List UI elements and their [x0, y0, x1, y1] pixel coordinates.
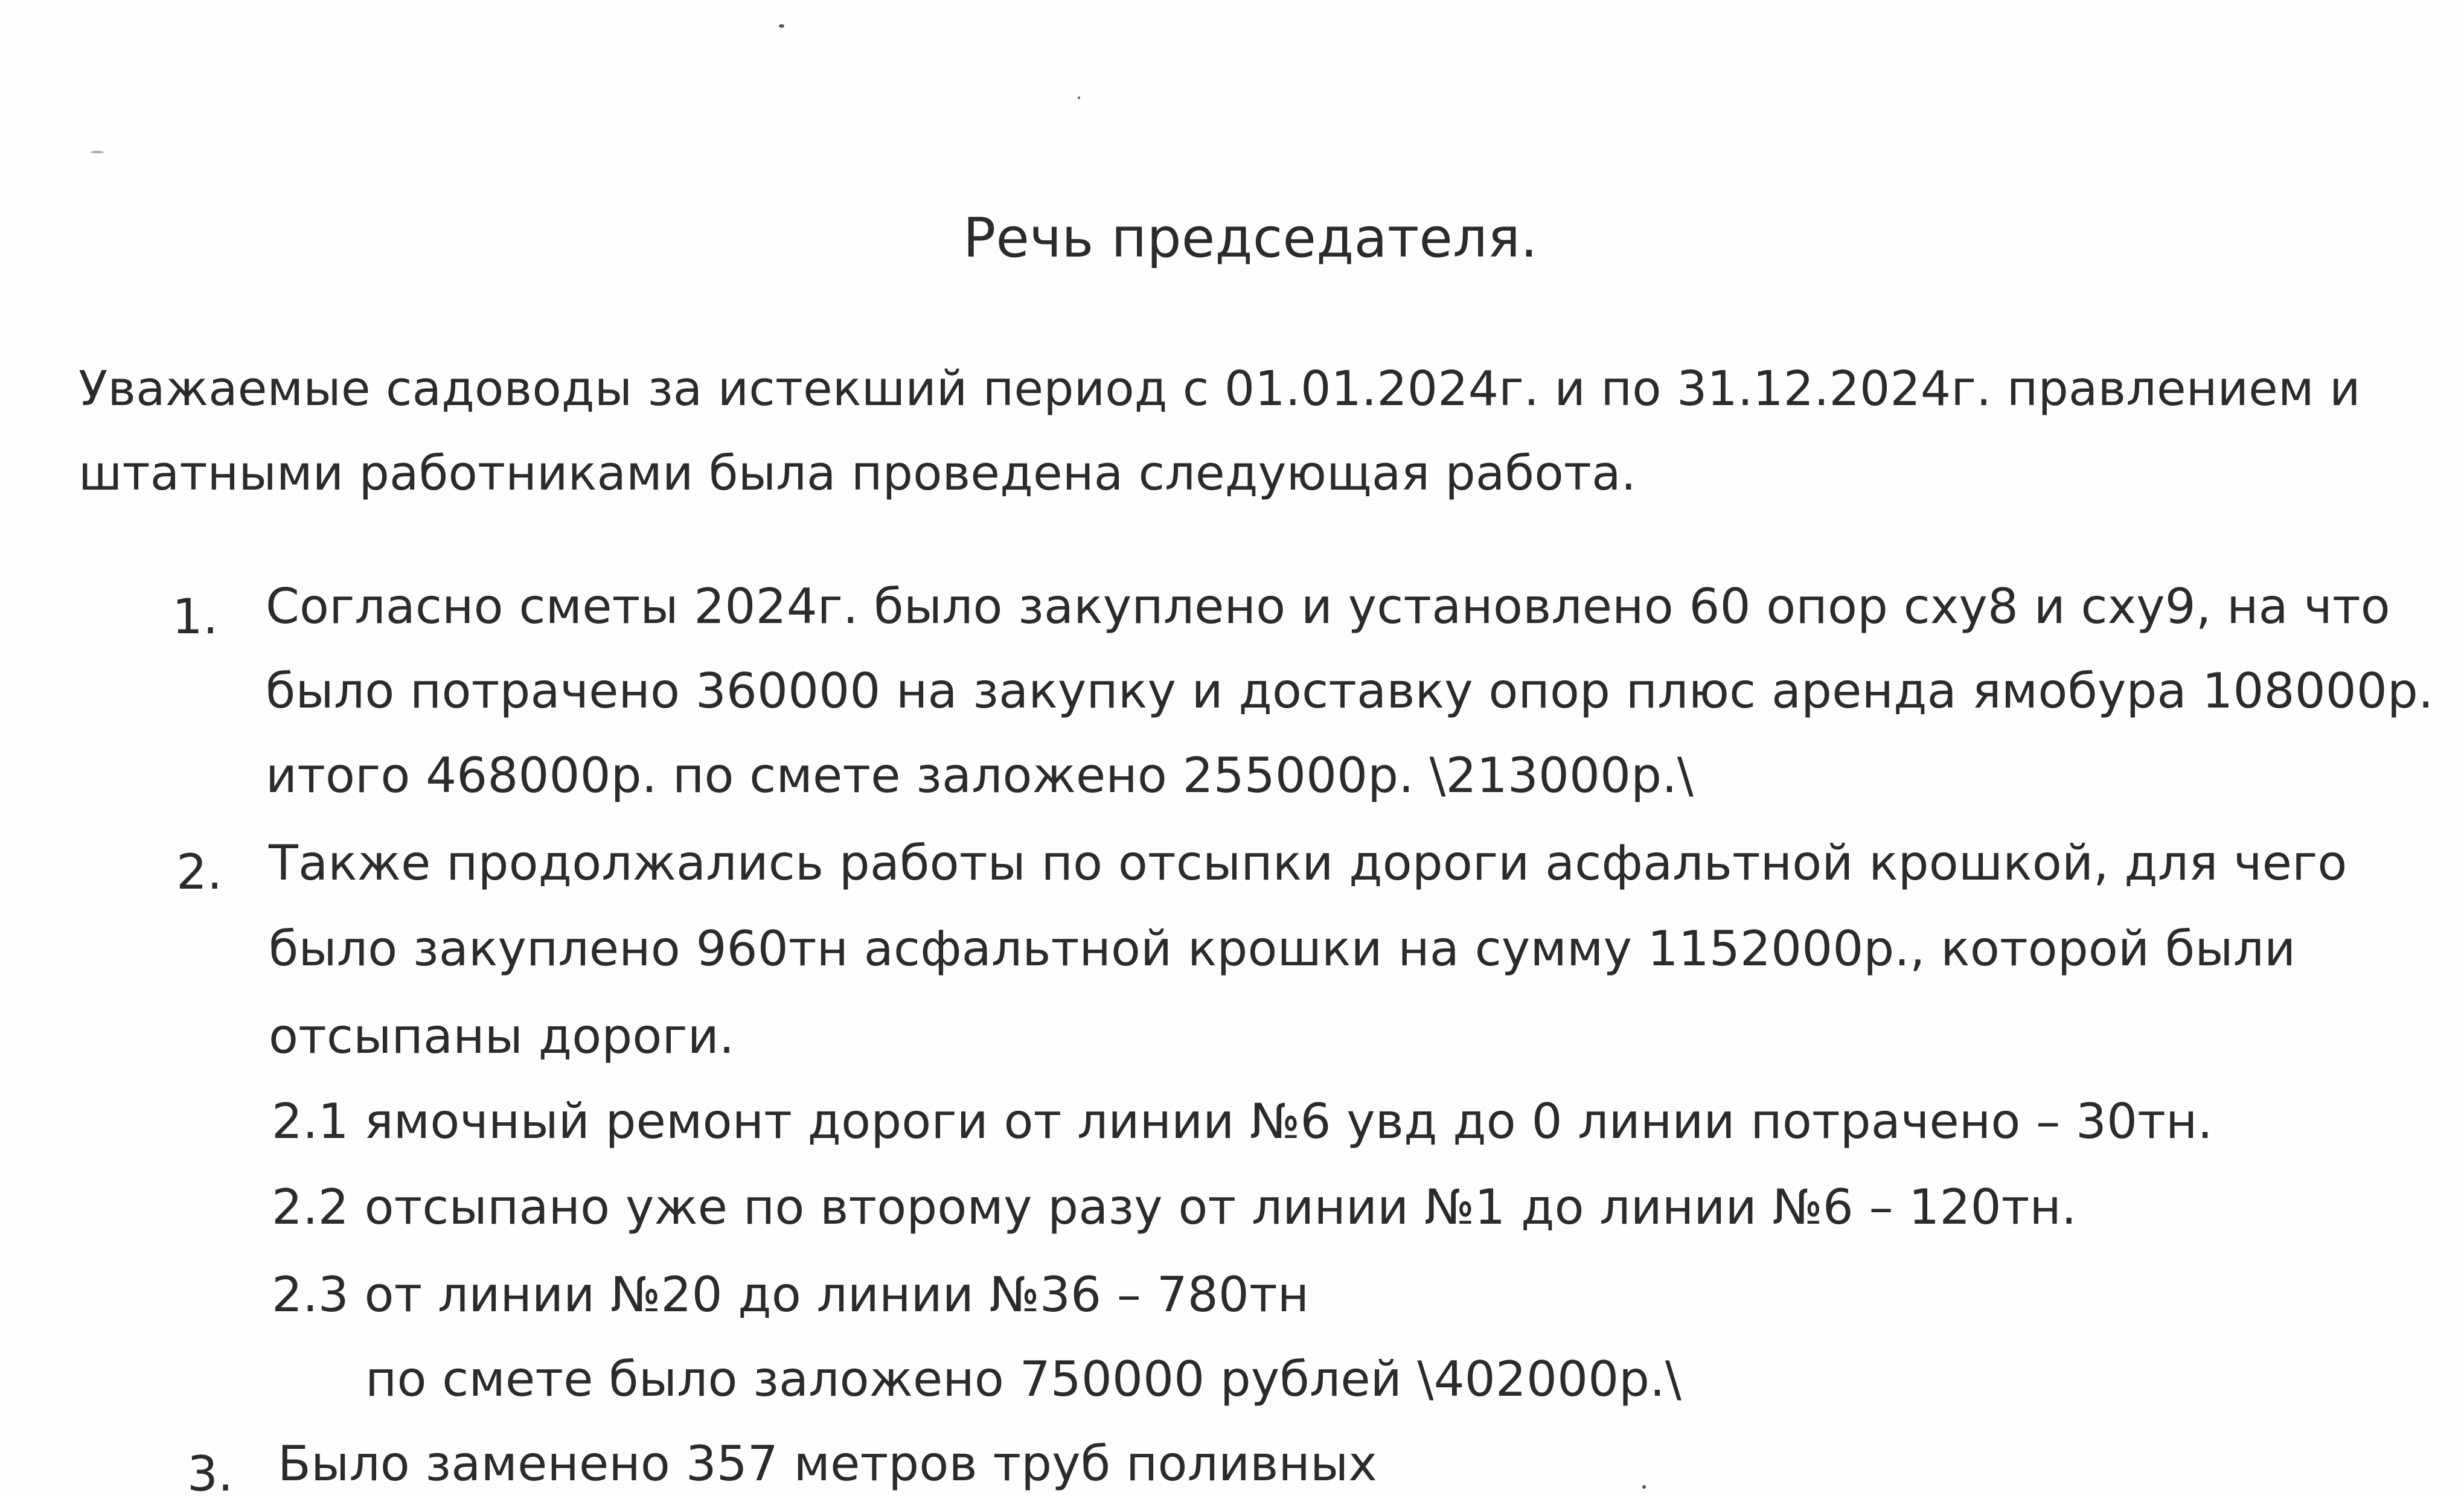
- item-1-line-1: Согласно сметы 2024г. было закуплено и установлено 60 опор cxy8 и cxy9, на что: [266, 578, 2390, 634]
- item-2-subitem-3: 2.3 от линии №20 до линии №36 – 780тн: [272, 1267, 1310, 1323]
- page-title: Речь председателя.: [963, 206, 1538, 270]
- scan-speck: [1078, 97, 1080, 99]
- item-1-line-3: итого 468000р. по смете заложено 255000р. \213000р.\: [266, 747, 1694, 804]
- item-2-line-1: Также продолжались работы по отсыпки дороги асфальтной крошкой, для чего: [269, 835, 2347, 891]
- item-1-line-2: было потрачено 360000 на закупку и доставку опор плюс аренда ямобура 108000р.: [266, 663, 2434, 719]
- item-2-number: 2.: [176, 844, 223, 900]
- scan-speck: [1642, 1485, 1646, 1489]
- scan-speck: [779, 24, 784, 28]
- item-2-subitem-1: 2.1 ямочный ремонт дороги от линии №6 увд до 0 линии потрачено – 30тн.: [272, 1093, 2213, 1149]
- intro-line-1: Уважаемые садоводы за истекший период с 01.01.2024г. и по 31.12.2024г. правлением и: [78, 361, 2361, 417]
- intro-line-2: штатными работниками была проведена следующая работа.: [78, 446, 1637, 501]
- item-2-subitem-2: 2.2 отсыпано уже по второму разу от линии №1 до линии №6 – 120тн.: [272, 1179, 2077, 1235]
- item-3-line-1: Было заменено 357 метров труб поливных: [278, 1436, 1377, 1492]
- item-3-number: 3.: [187, 1446, 234, 1502]
- item-2-line-3: отсыпаны дороги.: [269, 1008, 735, 1064]
- item-2-note: по смете было заложено 750000 рублей \402000р.\: [365, 1351, 1682, 1407]
- scan-speck: [91, 151, 104, 153]
- item-2-line-2: было закуплено 960тн асфальтной крошки на сумму 1152000р., которой были: [269, 921, 2296, 977]
- item-1-number: 1.: [172, 589, 219, 645]
